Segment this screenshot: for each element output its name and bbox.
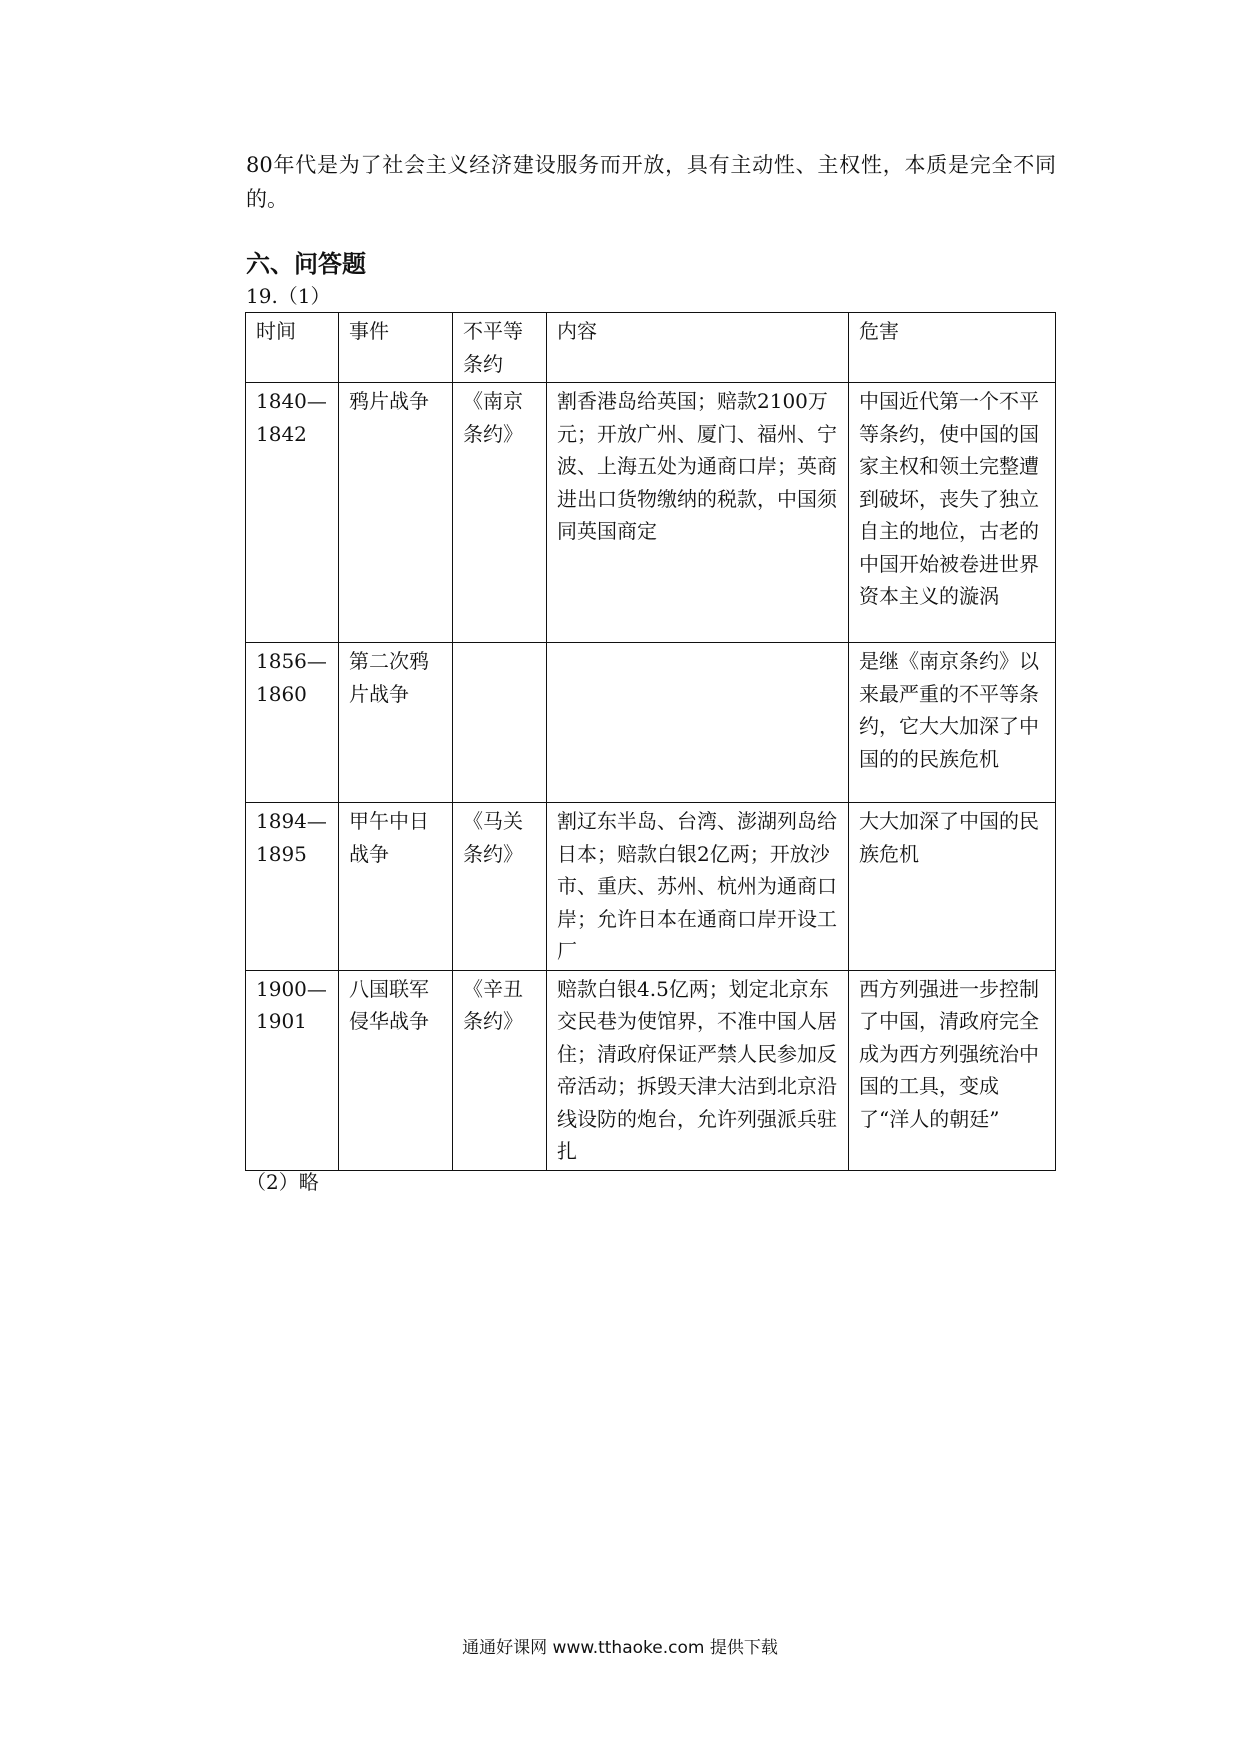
intro-paragraph: 80年代是为了社会主义经济建设服务而开放，具有主动性、主权性，本质是完全不同的。 (246, 153, 1056, 211)
header-harm: 危害 (849, 313, 1056, 383)
answer-part-2: （2）略 (246, 1170, 319, 1194)
table-header-row (246, 313, 1056, 383)
cell-harm: 大大加深了中国的民族危机 (849, 803, 1056, 971)
header-time: 时间 (246, 313, 339, 383)
cell-content: 割辽东半岛、台湾、澎湖列岛给日本；赔款白银2亿两；开放沙市、重庆、苏州、杭州为通商口岸；允许日本在通商口岸开设工厂 (547, 803, 849, 971)
table-row (246, 803, 1056, 971)
cell-harm: 是继《南京条约》以来最严重的不平等条约，它大大加深了中国的的民族危机 (849, 643, 1056, 803)
cell-time: 1840—1842 (246, 383, 339, 643)
cell-content (547, 643, 849, 803)
cell-time: 1856—1860 (246, 643, 339, 803)
header-event: 事件 (339, 313, 453, 383)
cell-harm: 西方列强进一步控制了中国，清政府完全成为西方列强统治中国的工具，变成了“洋人的朝廷” (849, 970, 1056, 1170)
cell-harm: 中国近代第一个不平等条约，使中国的国家主权和领土完整遭到破坏，丧失了独立自主的地位，古老的中国开始被卷进世界资本主义的漩涡 (849, 383, 1056, 643)
cell-treaty: 《马关条约》 (453, 803, 547, 971)
page-footer: 通通好课网 www.tthaoke.com 提供下载 (462, 1638, 778, 1658)
section-title: 六、问答题 (246, 249, 366, 278)
header-content: 内容 (547, 313, 849, 383)
table-row (246, 383, 1056, 643)
cell-content: 割香港岛给英国；赔款2100万元；开放广州、厦门、福州、宁波、上海五处为通商口岸；英商进出口货物缴纳的税款，中国须同英国商定 (547, 383, 849, 643)
cell-event: 八国联军侵华战争 (339, 970, 453, 1170)
cell-treaty: 《南京条约》 (453, 383, 547, 643)
cell-content: 赔款白银4.5亿两；划定北京东交民巷为使馆界，不准中国人居住；清政府保证严禁人民参加反帝活动；拆毁天津大沽到北京沿线设防的炮台，允许列强派兵驻扎 (547, 970, 849, 1170)
header-treaty: 不平等条约 (453, 313, 547, 383)
table-row (246, 643, 1056, 803)
cell-event: 甲午中日战争 (339, 803, 453, 971)
treaty-table (245, 312, 1056, 1171)
cell-time: 1900—1901 (246, 970, 339, 1170)
cell-event: 鸦片战争 (339, 383, 453, 643)
table-row (246, 970, 1056, 1170)
cell-treaty (453, 643, 547, 803)
cell-treaty: 《辛丑条约》 (453, 970, 547, 1170)
question-label: 19.（1） (246, 284, 331, 308)
cell-time: 1894—1895 (246, 803, 339, 971)
cell-event: 第二次鸦片战争 (339, 643, 453, 803)
